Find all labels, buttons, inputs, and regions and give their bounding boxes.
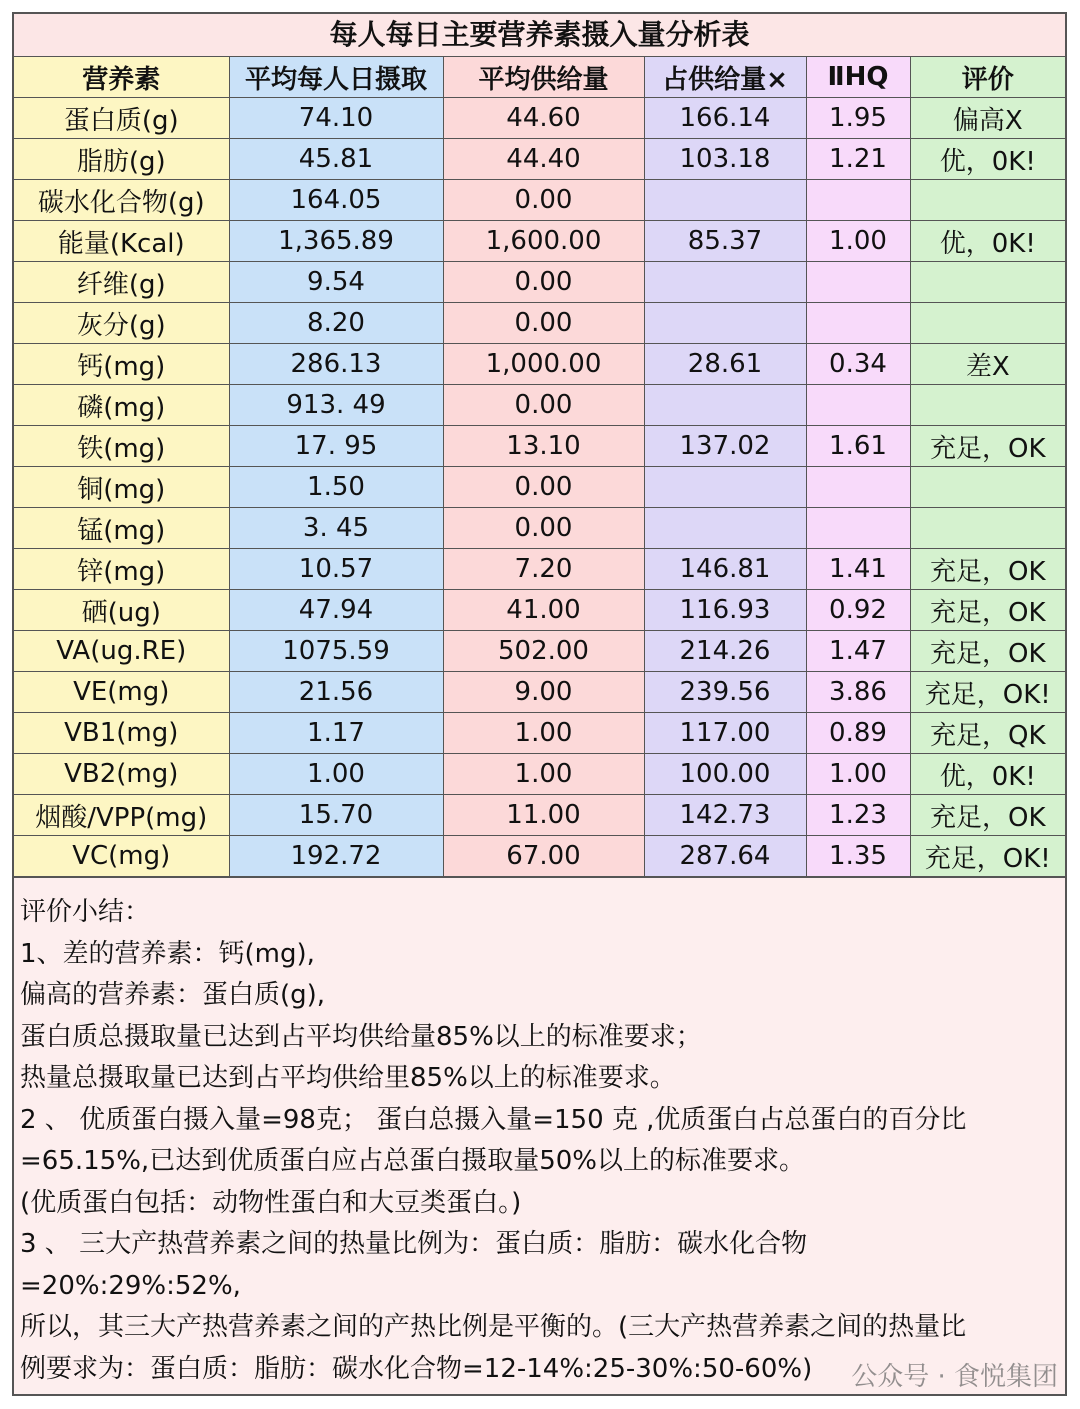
pct-supply: 287.64 [644, 836, 806, 877]
pct-supply [644, 262, 806, 303]
hq-value: 1.00 [806, 221, 910, 262]
header-evaluation: 评价 [910, 57, 1065, 98]
avg-supply: 0.00 [443, 467, 644, 508]
evaluation [910, 508, 1065, 549]
pct-supply [644, 467, 806, 508]
evaluation: 充足，QK [910, 713, 1065, 754]
evaluation [910, 303, 1065, 344]
table-title: 每人每日主要营养素摄入量分析表 [14, 14, 1065, 57]
summary-line: 热量总摄取量已达到占平均供给里85%以上的标准要求。 [20, 1063, 676, 1093]
summary-line: =65.15%,已达到优质蛋白应占总蛋白摄取量50%以上的标准要求。 [20, 1146, 805, 1176]
hq-value: 1.21 [806, 139, 910, 180]
table-row [14, 549, 1065, 590]
nutrient-name: 硒(ug) [14, 590, 229, 631]
pct-supply [644, 508, 806, 549]
evaluation [910, 467, 1065, 508]
pct-supply: 103.18 [644, 139, 806, 180]
avg-intake: 15.70 [229, 795, 443, 836]
evaluation: 充足，OK [910, 631, 1065, 672]
evaluation [910, 385, 1065, 426]
table-row [14, 631, 1065, 672]
table-row [14, 221, 1065, 262]
hq-value: 0.89 [806, 713, 910, 754]
table-row [14, 672, 1065, 713]
avg-intake: 17. 95 [229, 426, 443, 467]
nutrient-name: VA(ug.RE) [14, 631, 229, 672]
watermark: 公众号 · 食悦集团 [851, 1362, 1058, 1392]
table-row [14, 303, 1065, 344]
avg-intake: 8.20 [229, 303, 443, 344]
hq-value: 1.41 [806, 549, 910, 590]
avg-intake: 74.10 [229, 98, 443, 139]
header-nutrient: 营养素 [14, 57, 229, 98]
nutrient-name: VE(mg) [14, 672, 229, 713]
avg-intake: 10.57 [229, 549, 443, 590]
nutrient-name: 铜(mg) [14, 467, 229, 508]
evaluation: 优，0K! [910, 754, 1065, 795]
nutrition-analysis-sheet [12, 12, 1067, 1396]
nutrient-name: 磷(mg) [14, 385, 229, 426]
hq-value: 1.95 [806, 98, 910, 139]
avg-supply: 44.40 [443, 139, 644, 180]
avg-intake: 192.72 [229, 836, 443, 877]
avg-supply: 0.00 [443, 180, 644, 221]
avg-intake: 164.05 [229, 180, 443, 221]
table-row [14, 262, 1065, 303]
hq-value [806, 180, 910, 221]
pct-supply: 116.93 [644, 590, 806, 631]
avg-intake: 1075.59 [229, 631, 443, 672]
nutrient-name: VB2(mg) [14, 754, 229, 795]
avg-supply: 9.00 [443, 672, 644, 713]
evaluation: 偏高X [910, 98, 1065, 139]
hq-value [806, 303, 910, 344]
pct-supply [644, 385, 806, 426]
table-row [14, 713, 1065, 754]
pct-supply: 166.14 [644, 98, 806, 139]
header-pct-supply: 占供给量× [644, 57, 806, 98]
evaluation [910, 262, 1065, 303]
avg-supply: 44.60 [443, 98, 644, 139]
nutrient-name: 纤维(g) [14, 262, 229, 303]
hq-value: 1.23 [806, 795, 910, 836]
avg-supply: 1,000.00 [443, 344, 644, 385]
table-row [14, 836, 1065, 877]
summary-line: =20%:29%:52%, [20, 1270, 241, 1301]
nutrient-table [14, 57, 1065, 877]
nutrient-name: 碳水化合物(g) [14, 180, 229, 221]
hq-value [806, 467, 910, 508]
table-row [14, 180, 1065, 221]
pct-supply [644, 303, 806, 344]
pct-supply [644, 180, 806, 221]
table-body [14, 98, 1065, 877]
avg-intake: 9.54 [229, 262, 443, 303]
evaluation: 充足，OK [910, 549, 1065, 590]
summary-line: 评价小结： [20, 897, 151, 927]
evaluation-summary [14, 877, 1065, 1390]
avg-supply: 0.00 [443, 385, 644, 426]
pct-supply: 117.00 [644, 713, 806, 754]
hq-value [806, 385, 910, 426]
nutrient-name: 铁(mg) [14, 426, 229, 467]
nutrient-name: 能量(Kcal) [14, 221, 229, 262]
avg-supply: 11.00 [443, 795, 644, 836]
avg-intake: 1.17 [229, 713, 443, 754]
hq-value: 0.34 [806, 344, 910, 385]
avg-intake: 1,365.89 [229, 221, 443, 262]
nutrient-name: 钙(mg) [14, 344, 229, 385]
table-row [14, 98, 1065, 139]
pct-supply: 146.81 [644, 549, 806, 590]
table-row [14, 508, 1065, 549]
header-row [14, 57, 1065, 98]
avg-supply: 41.00 [443, 590, 644, 631]
hq-value: 1.35 [806, 836, 910, 877]
pct-supply: 214.26 [644, 631, 806, 672]
avg-intake: 1.00 [229, 754, 443, 795]
evaluation: 差X [910, 344, 1065, 385]
evaluation: 充足，OK! [910, 672, 1065, 713]
hq-value: 0.92 [806, 590, 910, 631]
nutrient-name: 锰(mg) [14, 508, 229, 549]
avg-supply: 7.20 [443, 549, 644, 590]
pct-supply: 28.61 [644, 344, 806, 385]
table-row [14, 344, 1065, 385]
avg-intake: 913. 49 [229, 385, 443, 426]
avg-intake: 3. 45 [229, 508, 443, 549]
pct-supply: 85.37 [644, 221, 806, 262]
evaluation: 充足，OK [910, 590, 1065, 631]
avg-intake: 21.56 [229, 672, 443, 713]
table-row [14, 426, 1065, 467]
header-avg-intake: 平均每人日摄取 [229, 57, 443, 98]
evaluation: 充足，OK [910, 426, 1065, 467]
table-row [14, 385, 1065, 426]
summary-line: 2 、 优质蛋白摄入量=98克； 蛋白总摄入量=150 克 ,优质蛋白占总蛋白的百分比 [20, 1104, 967, 1135]
nutrient-name: 脂肪(g) [14, 139, 229, 180]
table-row [14, 590, 1065, 631]
summary-line: 偏高的营养素：蛋白质(g), [20, 980, 326, 1010]
table-row [14, 467, 1065, 508]
pct-supply: 239.56 [644, 672, 806, 713]
avg-intake: 47.94 [229, 590, 443, 631]
avg-intake: 286.13 [229, 344, 443, 385]
hq-value [806, 508, 910, 549]
summary-line: 3 、 三大产热营养素之间的热量比例为：蛋白质：脂肪：碳水化合物 [20, 1229, 808, 1259]
hq-value [806, 262, 910, 303]
nutrient-name: 灰分(g) [14, 303, 229, 344]
avg-supply: 0.00 [443, 303, 644, 344]
header-hq: ⅡHQ [806, 57, 910, 98]
nutrient-name: 蛋白质(g) [14, 98, 229, 139]
avg-supply: 502.00 [443, 631, 644, 672]
table-row [14, 795, 1065, 836]
pct-supply: 100.00 [644, 754, 806, 795]
evaluation [910, 180, 1065, 221]
summary-line: 所以，其三大产热营养素之间的产热比例是平衡的。(三大产热营养素之间的热量比 [20, 1312, 967, 1342]
evaluation: 充足，OK! [910, 836, 1065, 877]
nutrient-name: VB1(mg) [14, 713, 229, 754]
nutrient-name: VC(mg) [14, 836, 229, 877]
summary-line: 1、差的营养素：钙(mg), [20, 938, 315, 969]
hq-value: 1.00 [806, 754, 910, 795]
header-avg-supply: 平均供给量 [443, 57, 644, 98]
avg-supply: 0.00 [443, 262, 644, 303]
avg-supply: 1.00 [443, 713, 644, 754]
evaluation: 优，0K! [910, 221, 1065, 262]
hq-value: 1.61 [806, 426, 910, 467]
avg-supply: 1,600.00 [443, 221, 644, 262]
avg-supply: 0.00 [443, 508, 644, 549]
avg-intake: 45.81 [229, 139, 443, 180]
summary-line: 例要求为：蛋白质：脂肪：碳水化合物=12-14%:25-30%:50-60%) [20, 1353, 813, 1384]
hq-value: 3.86 [806, 672, 910, 713]
hq-value: 1.47 [806, 631, 910, 672]
avg-supply: 67.00 [443, 836, 644, 877]
nutrient-name: 锌(mg) [14, 549, 229, 590]
avg-intake: 1.50 [229, 467, 443, 508]
pct-supply: 142.73 [644, 795, 806, 836]
avg-supply: 1.00 [443, 754, 644, 795]
pct-supply: 137.02 [644, 426, 806, 467]
avg-supply: 13.10 [443, 426, 644, 467]
summary-line: 蛋白质总摄取量已达到占平均供给量85%以上的标准要求； [20, 1021, 702, 1052]
summary-line: (优质蛋白包括：动物性蛋白和大豆类蛋白。) [20, 1187, 522, 1218]
evaluation: 充足，OK [910, 795, 1065, 836]
table-row [14, 754, 1065, 795]
nutrient-name: 烟酸/VPP(mg) [14, 795, 229, 836]
table-row [14, 139, 1065, 180]
evaluation: 优，0K! [910, 139, 1065, 180]
